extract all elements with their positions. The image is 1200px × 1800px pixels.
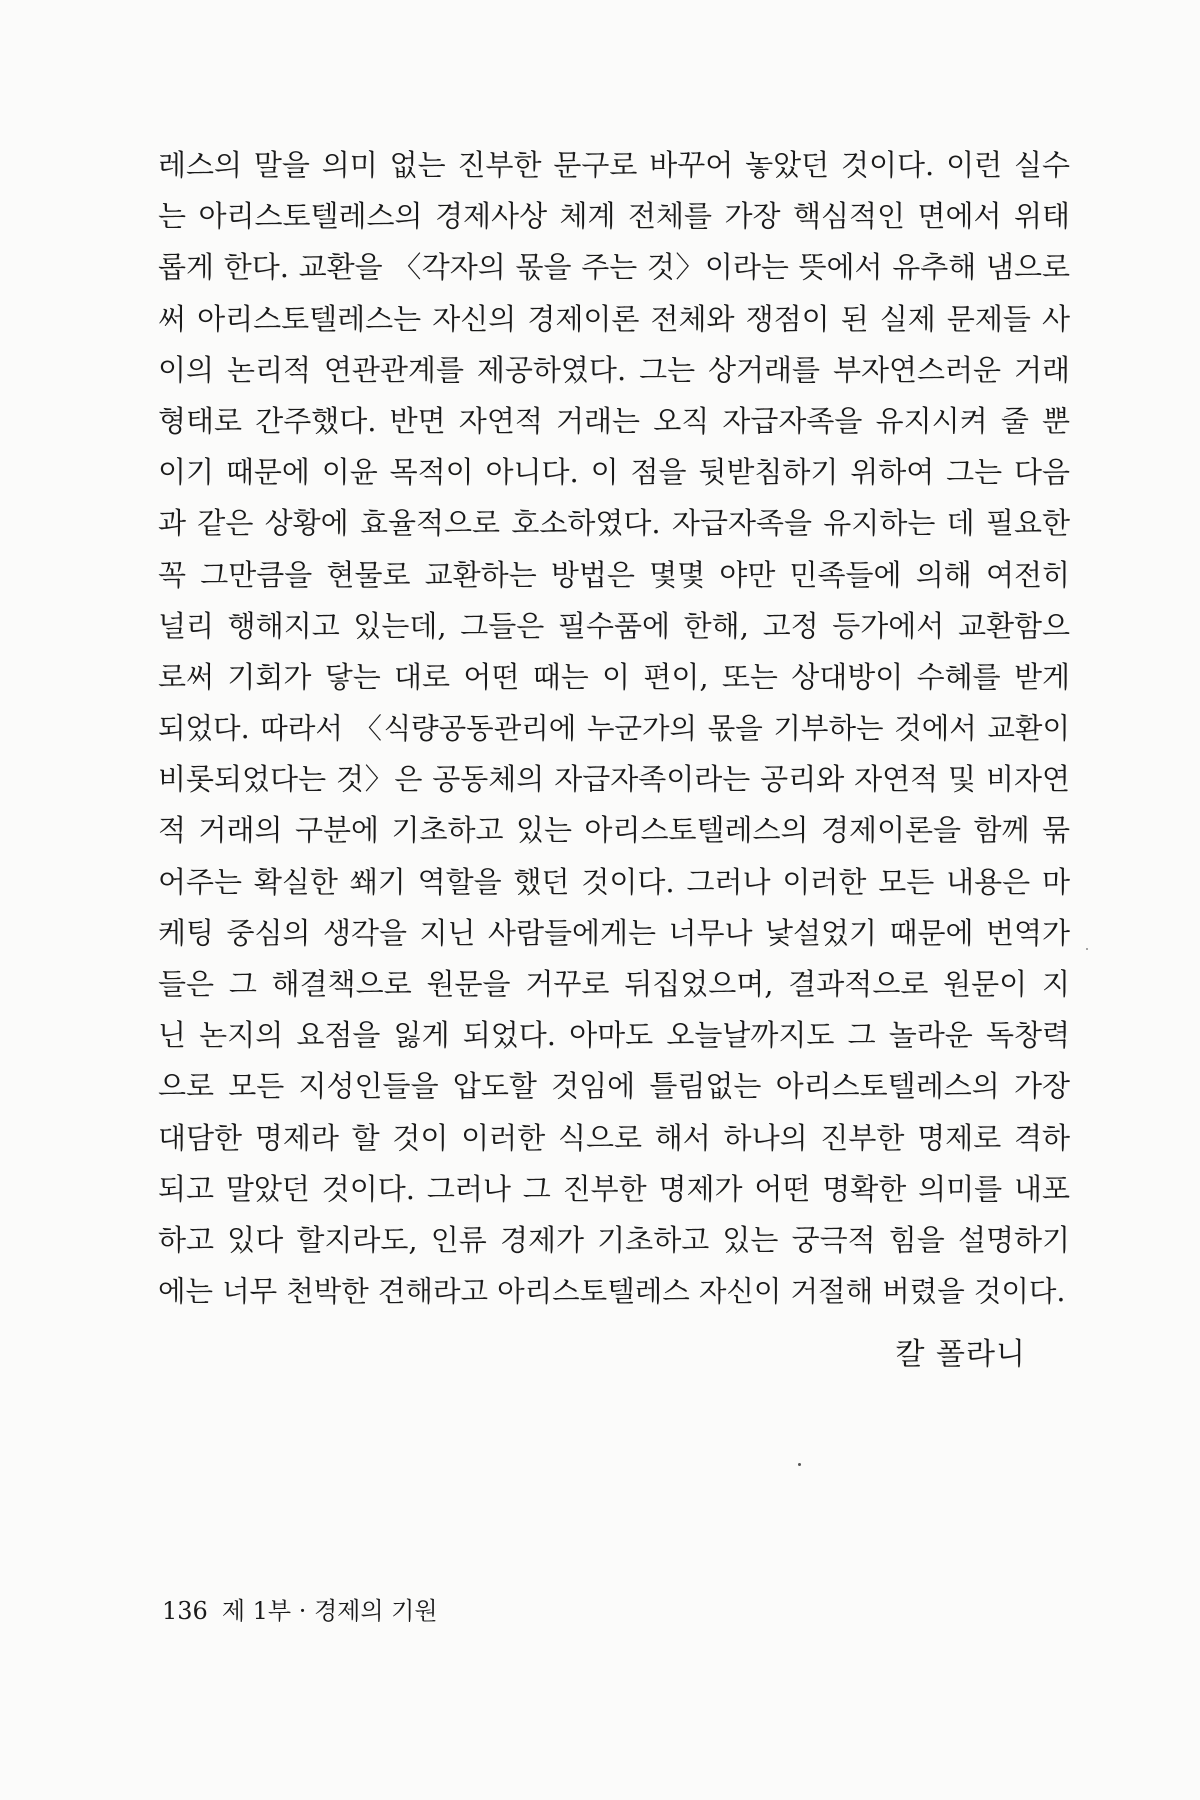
scan-speck (798, 1463, 801, 1466)
text-line: 이의 논리적 연관관계를 제공하였다. 그는 상거래를 부자연스러운 거래 (158, 352, 1070, 387)
text-line: 롭게 한다. 교환을 〈각자의 몫을 주는 것〉이라는 뜻에서 유추해 냄으로 (158, 250, 1070, 285)
text-line: 적 거래의 구분에 기초하고 있는 아리스토텔레스의 경제이론을 함께 묶 (158, 813, 1070, 848)
text-line: 되고 말았던 것이다. 그러나 그 진부한 명제가 어떤 명확한 의미를 내포 (158, 1171, 1070, 1206)
text-line: 형태로 간주했다. 반면 자연적 거래는 오직 자급자족을 유지시켜 줄 뿐 (158, 403, 1070, 438)
scan-speck (1086, 948, 1088, 950)
running-section-title: 제 1부 · 경제의 기원 (221, 1597, 438, 1625)
text-line: 대담한 명제라 할 것이 이러한 식으로 해서 하나의 진부한 명제로 격하 (158, 1120, 1070, 1155)
body-text (158, 140, 1070, 1317)
text-line: 널리 행해지고 있는데, 그들은 필수품에 한해, 고정 등가에서 교환함으 (158, 608, 1070, 643)
text-line: 비롯되었다는 것〉은 공동체의 자급자족이라는 공리와 자연적 및 비자연 (158, 762, 1070, 797)
text-line: 과 같은 상황에 효율적으로 호소하였다. 자급자족을 유지하는 데 필요한 (158, 506, 1070, 541)
text-line: 는 아리스토텔레스의 경제사상 체계 전체를 가장 핵심적인 면에서 위태 (158, 199, 1070, 234)
text-line: 이기 때문에 이윤 목적이 아니다. 이 점을 뒷받침하기 위하여 그는 다음 (158, 455, 1070, 490)
text-line: 들은 그 해결책으로 원문을 거꾸로 뒤집었으며, 결과적으로 원문이 지 (158, 967, 1070, 1001)
page-number: 136 (162, 1597, 208, 1625)
text-line: 레스의 말을 의미 없는 진부한 문구로 바꾸어 놓았던 것이다. 이런 실수 (158, 148, 1070, 182)
text-line: 닌 논지의 요점을 잃게 되었다. 아마도 오늘날까지도 그 놀라운 독창력 (158, 1018, 1070, 1053)
text-line: 케팅 중심의 생각을 지닌 사람들에게는 너무나 낯설었기 때문에 번역가 (158, 915, 1070, 950)
page-footer (162, 1595, 438, 1627)
text-line: 써 아리스토텔레스는 자신의 경제이론 전체와 쟁점이 된 실제 문제들 사 (158, 301, 1070, 336)
text-line: 하고 있다 할지라도, 인류 경제가 기초하고 있는 궁극적 힘을 설명하기 (158, 1222, 1070, 1257)
text-line: 꼭 그만큼을 현물로 교환하는 방법은 몇몇 야만 민족들에 의해 여전히 (158, 557, 1070, 592)
author-signature: 칼 폴라니 (895, 1337, 1026, 1372)
text-line: 에는 너무 천박한 견해라고 아리스토텔레스 자신이 거절해 버렸을 것이다. (158, 1275, 1066, 1309)
text-line: 되었다. 따라서 〈식량공동관리에 누군가의 몫을 기부하는 것에서 교환이 (158, 712, 1070, 746)
text-line: 으로 모든 지성인들을 압도할 것임에 틀림없는 아리스토텔레스의 가장 (158, 1069, 1070, 1104)
text-line: 어주는 확실한 쐐기 역할을 했던 것이다. 그러나 이러한 모든 내용은 마 (158, 864, 1070, 899)
text-line: 로써 기회가 닿는 대로 어떤 때는 이 편이, 또는 상대방이 수혜를 받게 (158, 659, 1070, 694)
